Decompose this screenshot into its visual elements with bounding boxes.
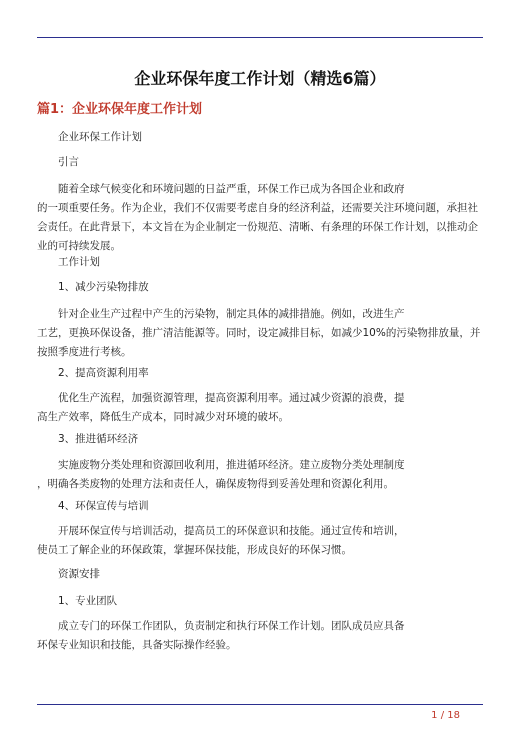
paragraph-line: 的一项重要任务。作为企业，我们不仅需要考虑自身的经济利益，还需要关注环境问题，承担社	[37, 202, 478, 214]
bottom-divider	[37, 704, 483, 705]
paragraph	[37, 180, 483, 256]
paragraph-line: 针对企业生产过程中产生的污染物，制定具体的减排措施。例如，改进生产	[58, 308, 405, 320]
paragraph-line: 高生产效率，降低生产成本，同时减少对环境的破坏。	[37, 411, 289, 423]
document-title: 企业环保年度工作计划（精选6篇）	[134, 69, 386, 88]
paragraph-line: 使员工了解企业的环保政策，掌握环保技能，形成良好的环保习惯。	[37, 544, 352, 556]
paragraph-line: 业的可持续发展。	[37, 240, 121, 252]
paragraph-line: 会责任。在此背景下，本文旨在为企业制定一份规范、清晰、有条理的环保工作计划，以推动企	[37, 221, 478, 233]
section-heading: 4、环保宣传与培训	[58, 500, 149, 512]
paragraph-line: 环保专业知识和技能，具备实际操作经验。	[37, 639, 237, 651]
paragraph	[37, 522, 483, 560]
paragraph	[37, 389, 483, 427]
section-heading: 工作计划	[58, 256, 100, 268]
section-heading: 1、减少污染物排放	[58, 281, 149, 293]
paragraph	[37, 305, 483, 362]
section-heading: 2、提高资源利用率	[58, 367, 149, 379]
section-heading: 3、推进循环经济	[58, 433, 139, 445]
paragraph-line: ，明确各类废物的处理方法和责任人，确保废物得到妥善处理和资源化利用。	[37, 478, 394, 490]
chapter-heading: 篇1：企业环保年度工作计划	[37, 102, 203, 117]
paragraph-line: 优化生产流程，加强资源管理，提高资源利用率。通过减少资源的浪费，提	[58, 392, 405, 404]
paragraph-line: 按照季度进行考核。	[37, 346, 132, 358]
paragraph-line: 开展环保宣传与培训活动，提高员工的环保意识和技能。通过宣传和培训，	[58, 525, 405, 537]
paragraph-line: 随着全球气候变化和环境问题的日益严重，环保工作已成为各国企业和政府	[58, 183, 405, 195]
top-divider	[37, 37, 483, 38]
paragraph-line: 成立专门的环保工作团队，负责制定和执行环保工作计划。团队成员应具备	[58, 620, 405, 632]
section-heading: 资源安排	[58, 568, 100, 580]
paragraph	[37, 456, 483, 494]
page-indicator: 1 / 18	[431, 710, 460, 721]
section-heading: 引言	[58, 156, 79, 168]
paragraph-line: 实施废物分类处理和资源回收利用，推进循环经济。建立废物分类处理制度	[58, 459, 405, 471]
paragraph-line: 工艺，更换环保设备，推广清洁能源等。同时，设定减排目标，如减少10%的污染物排放量，并	[37, 327, 481, 339]
paragraph	[37, 617, 483, 655]
section-heading: 1、专业团队	[58, 595, 118, 607]
section-heading: 企业环保工作计划	[58, 131, 142, 143]
